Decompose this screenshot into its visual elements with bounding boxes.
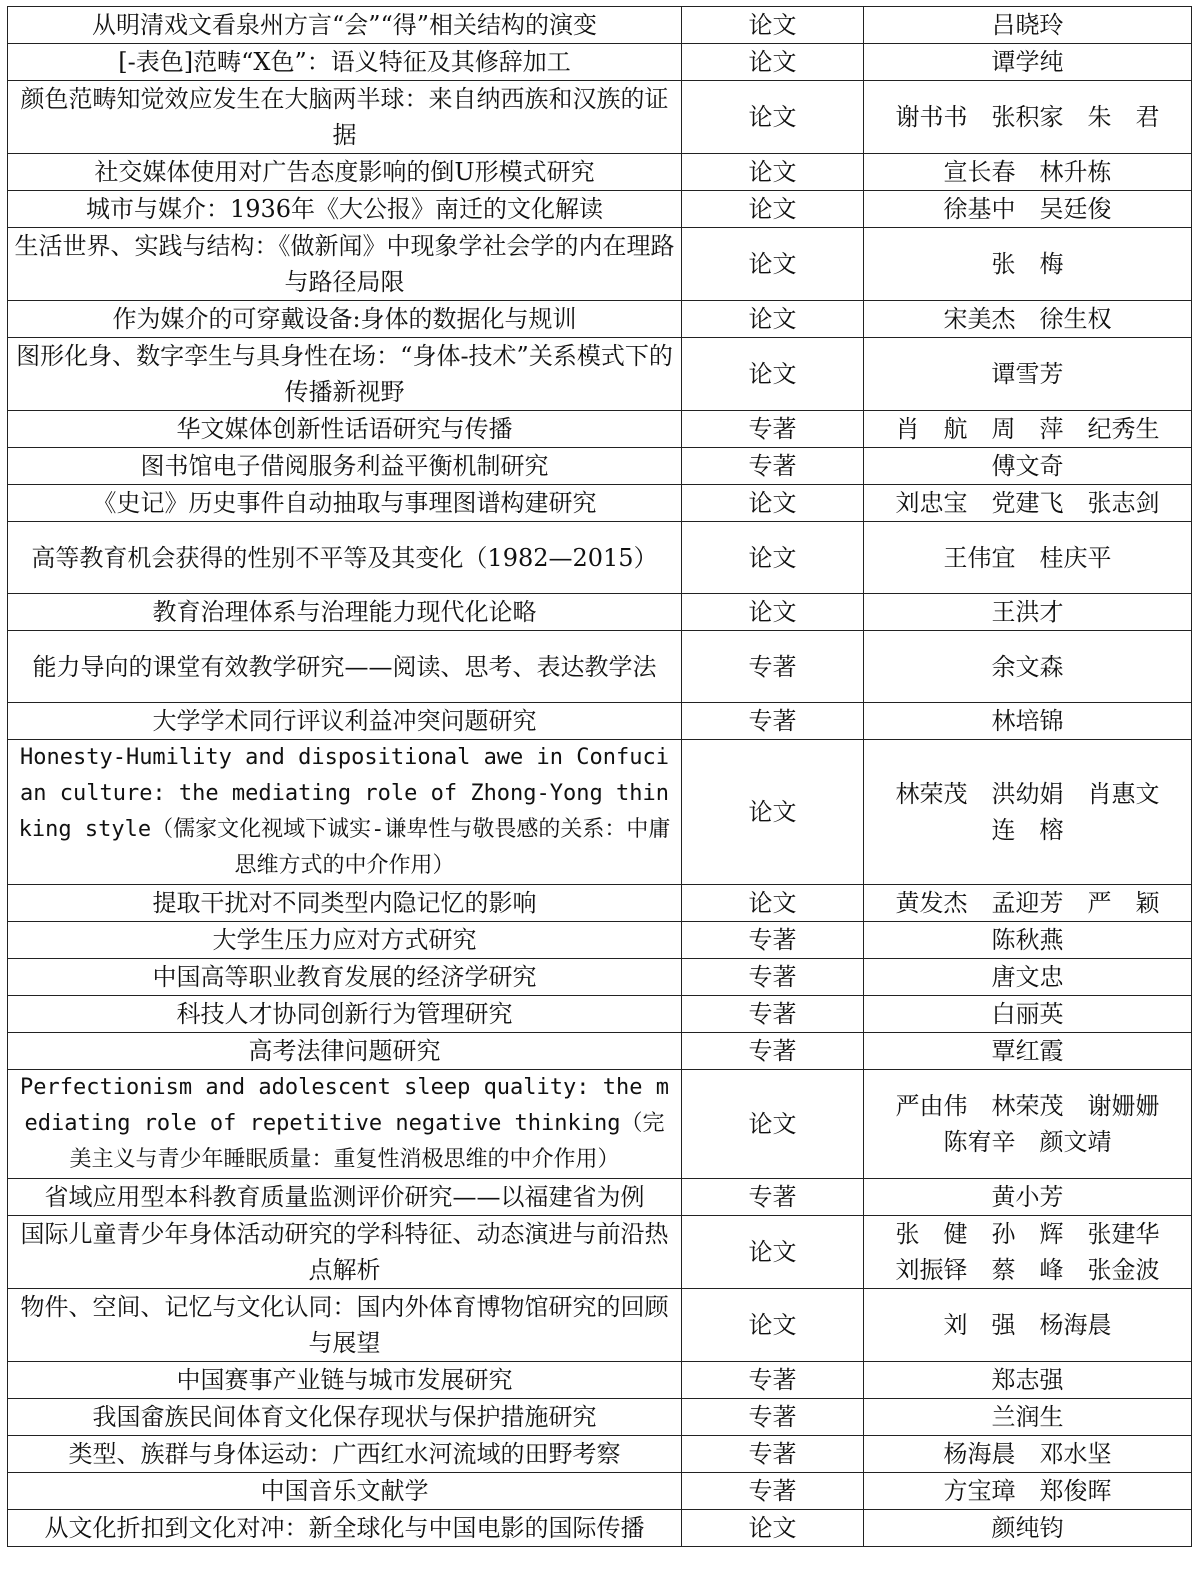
author-line: 王洪才: [991, 598, 1064, 626]
table-row: [8, 1473, 1192, 1510]
work-type: 论文: [682, 301, 864, 338]
work-authors: [864, 448, 1192, 485]
table-row: [8, 996, 1192, 1033]
work-authors: [864, 959, 1192, 996]
work-title: 教育治理体系与治理能力现代化论略: [8, 594, 682, 631]
work-type: 论文: [682, 7, 864, 44]
table-row: [8, 959, 1192, 996]
table-row: [8, 1179, 1192, 1216]
work-authors: [864, 485, 1192, 522]
work-title: Honesty-Humility and dispositional awe in Confucian culture: the mediating role of Zhong-Yong thinking style（儒家文化视域下诚实-谦卑性与敬畏感的关系：中庸思维方式的中介作用）: [8, 740, 682, 885]
work-title: 我国畲族民间体育文化保存现状与保护措施研究: [8, 1399, 682, 1436]
author-line: 连 榕: [991, 816, 1064, 844]
author-line: 张 健 孙 辉 张建华: [895, 1220, 1160, 1248]
author-line: 白丽英: [991, 1000, 1064, 1028]
work-title: 中国音乐文献学: [8, 1473, 682, 1510]
author-line: 傅文奇: [991, 452, 1064, 480]
work-title: 作为媒介的可穿戴设备:身体的数据化与规训: [8, 301, 682, 338]
table-row: [8, 1362, 1192, 1399]
author-line: 兰润生: [991, 1403, 1064, 1431]
work-type: 论文: [682, 485, 864, 522]
work-type: 论文: [682, 594, 864, 631]
table-row: [8, 594, 1192, 631]
work-title: 类型、族群与身体运动：广西红水河流域的田野考察: [8, 1436, 682, 1473]
work-authors: [864, 922, 1192, 959]
work-authors: [864, 1070, 1192, 1179]
table-body: [8, 7, 1192, 1547]
work-authors: [864, 631, 1192, 703]
work-title: 大学学术同行评议利益冲突问题研究: [8, 703, 682, 740]
work-authors: [864, 1362, 1192, 1399]
author-line: 刘 强 杨海晨: [943, 1311, 1112, 1339]
work-authors: [864, 154, 1192, 191]
work-authors: [864, 594, 1192, 631]
work-authors: [864, 1289, 1192, 1362]
author-line: 方宝璋 郑俊晖: [943, 1477, 1112, 1505]
author-line: 吕晓玲: [991, 11, 1064, 39]
work-title: 能力导向的课堂有效教学研究——阅读、思考、表达教学法: [8, 631, 682, 703]
author-line: 王伟宜 桂庆平: [943, 543, 1112, 572]
table-row: [8, 631, 1192, 703]
work-type: 专著: [682, 959, 864, 996]
work-type: 论文: [682, 191, 864, 228]
author-line: 严由伟 林荣茂 谢姗姗: [895, 1092, 1160, 1120]
table-row: [8, 7, 1192, 44]
author-line: 徐基中 吴廷俊: [943, 195, 1112, 223]
work-title: 《史记》历史事件自动抽取与事理图谱构建研究: [8, 485, 682, 522]
table-row: [8, 1070, 1192, 1179]
work-type: 专著: [682, 631, 864, 703]
author-line: 杨海晨 邓水坚: [943, 1440, 1112, 1468]
author-line: 谭雪芳: [991, 360, 1064, 388]
work-authors: [864, 1216, 1192, 1289]
author-line: 谭学纯: [991, 48, 1064, 76]
work-type: 专著: [682, 411, 864, 448]
work-title: 图书馆电子借阅服务利益平衡机制研究: [8, 448, 682, 485]
work-type: 专著: [682, 448, 864, 485]
work-authors: [864, 740, 1192, 885]
work-title: 社交媒体使用对广告态度影响的倒U形模式研究: [8, 154, 682, 191]
table-row: [8, 885, 1192, 922]
work-title: 中国赛事产业链与城市发展研究: [8, 1362, 682, 1399]
table-row: [8, 154, 1192, 191]
author-line: 刘振铎 蔡 峰 张金波: [895, 1256, 1160, 1284]
work-type: 论文: [682, 1289, 864, 1362]
table-row: [8, 1510, 1192, 1547]
work-title: 国际儿童青少年身体活动研究的学科特征、动态演进与前沿热点解析: [8, 1216, 682, 1289]
work-title: 提取干扰对不同类型内隐记忆的影响: [8, 885, 682, 922]
table-row: [8, 522, 1192, 594]
work-title: 从文化折扣到文化对冲：新全球化与中国电影的国际传播: [8, 1510, 682, 1547]
work-type: 专著: [682, 1436, 864, 1473]
work-title: 科技人才协同创新行为管理研究: [8, 996, 682, 1033]
author-line: 林荣茂 洪幼娟 肖惠文: [895, 780, 1160, 808]
author-line: 郑志强: [991, 1366, 1064, 1394]
table-row: [8, 1399, 1192, 1436]
work-authors: [864, 522, 1192, 594]
work-type: 专著: [682, 1399, 864, 1436]
work-authors: [864, 1510, 1192, 1547]
work-authors: [864, 81, 1192, 154]
work-authors: [864, 996, 1192, 1033]
work-authors: [864, 411, 1192, 448]
author-line: 林培锦: [991, 707, 1064, 735]
work-authors: [864, 1033, 1192, 1070]
work-title: 从明清戏文看泉州方言“会”“得”相关结构的演变: [8, 7, 682, 44]
work-title: 城市与媒介：1936年《大公报》南迁的文化解读: [8, 191, 682, 228]
work-type: 论文: [682, 1216, 864, 1289]
author-line: 余文森: [991, 652, 1064, 681]
work-title: 大学生压力应对方式研究: [8, 922, 682, 959]
work-type: 论文: [682, 885, 864, 922]
work-authors: [864, 301, 1192, 338]
author-line: 肖 航 周 萍 纪秀生: [895, 415, 1160, 443]
work-title: Perfectionism and adolescent sleep quality: the mediating role of repetitive negative thinking（完美主义与青少年睡眠质量：重复性消极思维的中介作用）: [8, 1070, 682, 1179]
table-row: [8, 228, 1192, 301]
table-row: [8, 922, 1192, 959]
work-type: 论文: [682, 154, 864, 191]
table-row: [8, 703, 1192, 740]
work-type: 专著: [682, 703, 864, 740]
work-type: 论文: [682, 740, 864, 885]
author-line: 陈宥辛 颜文靖: [943, 1128, 1112, 1156]
table-row: [8, 1216, 1192, 1289]
achievements-table: [7, 6, 1192, 1547]
table-row: [8, 81, 1192, 154]
work-type: 论文: [682, 338, 864, 411]
table-row: [8, 485, 1192, 522]
author-line: 张 梅: [991, 250, 1064, 278]
work-type: 专著: [682, 1473, 864, 1510]
work-authors: [864, 885, 1192, 922]
work-authors: [864, 44, 1192, 81]
work-title: 华文媒体创新性话语研究与传播: [8, 411, 682, 448]
work-type: 专著: [682, 922, 864, 959]
work-authors: [864, 1399, 1192, 1436]
work-title: 中国高等职业教育发展的经济学研究: [8, 959, 682, 996]
table-row: [8, 411, 1192, 448]
table-row: [8, 740, 1192, 885]
work-type: 论文: [682, 228, 864, 301]
work-authors: [864, 703, 1192, 740]
work-title: 高等教育机会获得的性别不平等及其变化（1982—2015）: [8, 522, 682, 594]
work-type: 专著: [682, 1362, 864, 1399]
author-line: 唐文忠: [991, 963, 1064, 991]
author-line: 宋美杰 徐生权: [943, 305, 1112, 333]
work-authors: [864, 1436, 1192, 1473]
work-title: 生活世界、实践与结构：《做新闻》中现象学社会学的内在理路与路径局限: [8, 228, 682, 301]
work-authors: [864, 1473, 1192, 1510]
table-row: [8, 191, 1192, 228]
author-line: 黄发杰 孟迎芳 严 颖: [895, 889, 1160, 917]
work-type: 论文: [682, 44, 864, 81]
work-title: 物件、空间、记忆与文化认同：国内外体育博物馆研究的回顾与展望: [8, 1289, 682, 1362]
work-authors: [864, 7, 1192, 44]
work-authors: [864, 191, 1192, 228]
work-type: 专著: [682, 1033, 864, 1070]
work-type: 论文: [682, 522, 864, 594]
author-line: 谢书书 张积家 朱 君: [895, 103, 1160, 131]
author-line: 黄小芳: [991, 1183, 1064, 1211]
work-authors: [864, 1179, 1192, 1216]
author-line: 刘忠宝 党建飞 张志剑: [895, 489, 1160, 517]
work-type: 论文: [682, 81, 864, 154]
table-row: [8, 1436, 1192, 1473]
work-title: 图形化身、数字孪生与具身性在场：“身体-技术”关系模式下的传播新视野: [8, 338, 682, 411]
author-line: 陈秋燕: [991, 926, 1064, 954]
table-row: [8, 448, 1192, 485]
work-authors: [864, 338, 1192, 411]
author-line: 颜纯钧: [991, 1514, 1064, 1542]
work-title: [-表色]范畴“X色”：语义特征及其修辞加工: [8, 44, 682, 81]
work-type: 论文: [682, 1070, 864, 1179]
author-line: 宣长春 林升栋: [943, 158, 1112, 186]
table-row: [8, 301, 1192, 338]
author-line: 覃红霞: [991, 1037, 1064, 1065]
table-row: [8, 1289, 1192, 1362]
work-title: 高考法律问题研究: [8, 1033, 682, 1070]
work-type: 论文: [682, 1510, 864, 1547]
work-type: 专著: [682, 996, 864, 1033]
work-type: 专著: [682, 1179, 864, 1216]
table-row: [8, 44, 1192, 81]
work-title: 颜色范畴知觉效应发生在大脑两半球：来自纳西族和汉族的证据: [8, 81, 682, 154]
table-row: [8, 338, 1192, 411]
work-title: 省域应用型本科教育质量监测评价研究——以福建省为例: [8, 1179, 682, 1216]
work-authors: [864, 228, 1192, 301]
table-row: [8, 1033, 1192, 1070]
